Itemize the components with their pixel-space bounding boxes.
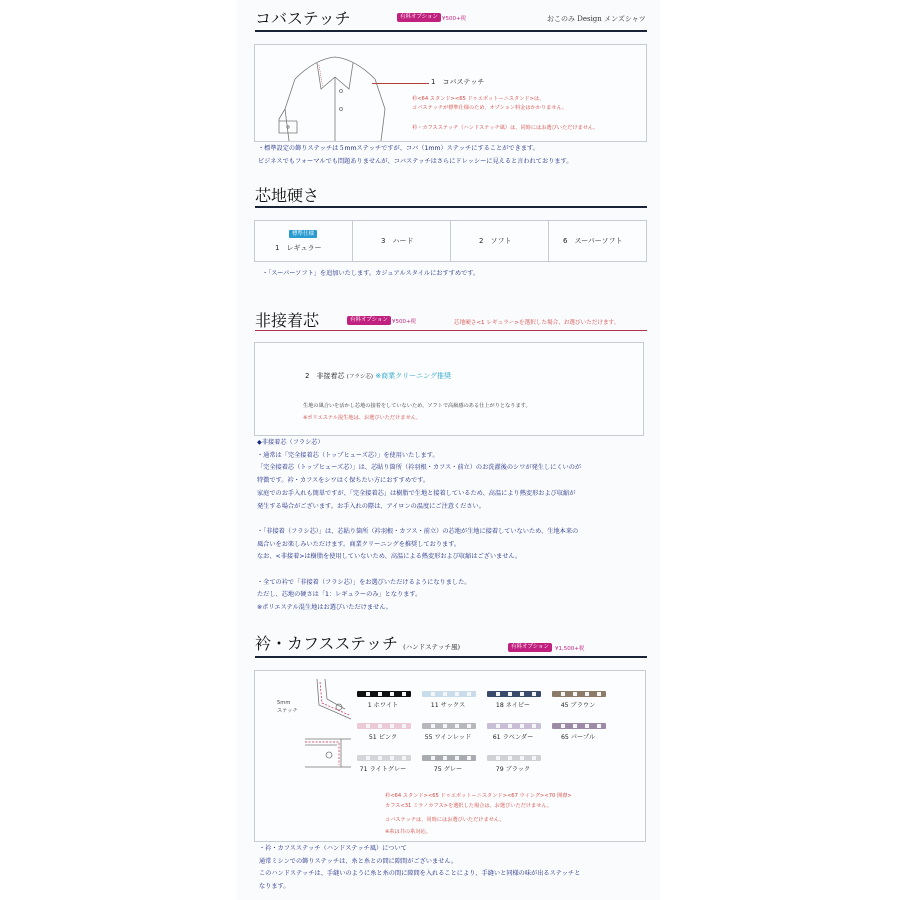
non-fused-name: 2 非接着芯 [305,372,345,380]
section-rule [255,206,647,208]
non-fused-notes [257,437,581,615]
pointer-line [372,83,429,84]
note-line: ・「非接着（フラシ芯）」は、芯貼り箇所（衿羽根・カフス・前立）の芯地が生地に接着していないため、生地本来の [257,527,579,535]
section-rule [255,656,647,658]
stitch-swatch-sample [422,723,476,729]
section-title-koba-stitch: コバステッチ [255,9,351,28]
koba-note-red-3: 衿・カフスステッチ（ハンドステッチ風）は、同時にはお選びいただけません。 [412,125,599,131]
koba-note-red-1: 衿<64 スタンド><65 ドゥエボットーニスタンド>は、 [412,96,545,102]
hardness-label: 2 ソフト [479,237,512,245]
diagram-label-stitch: ステッチ [277,708,298,714]
stitch-swatch[interactable] [350,691,416,719]
stitch-swatch-sample [487,755,541,761]
hardness-option-regular[interactable] [255,221,353,261]
stitch-swatch-sample [487,723,541,729]
note-line: ・全ての衿で「非接着（フラシ芯）」をお選びいただけるようになりました。 [257,578,471,586]
note-line: 風合いをお楽しみいただけます。商業クリーニングを推奨しております。 [257,540,461,548]
hardness-label: 6 スーパーソフト [563,237,623,245]
stitch-swatch-sample [422,691,476,697]
hand-stitch-notes [259,843,580,894]
stitch-swatch-label: 71 ライトグレー [359,766,407,773]
section-rule-red [255,330,647,331]
price-label: ¥1,500+税 [555,646,585,652]
stitch-swatch-label: 18 ネイビー [495,702,531,709]
hardness-option-soft[interactable] [451,221,549,261]
option-box-hand-stitch [254,670,646,842]
option-box-koba-stitch[interactable] [254,44,647,142]
note-line: 特徴です。衿・カフスをシワはく保ちたい方におすすめです。 [257,477,430,485]
hand-stitch-note-red-2: カフス<31 ミラノカフス>を選択した場合は、お選びいただけません。 [385,803,553,809]
note-line: ただし、芯地の硬さは「1：レギュラーのみ」となります。 [257,591,422,599]
note-line [257,513,581,526]
stitch-swatch-label: 65 パープル [560,734,596,741]
note-line: 通常ミシンでの飾りステッチは、糸と糸との間に隙間がございません。 [259,857,458,865]
note-line: このハンドステッチは、手縫いのように糸と糸の間に隙間を入れることにより、手縫いと同様の味が出るステッチと [259,870,581,878]
stitch-swatch-sample [552,723,606,729]
hardness-note: ・「スーパーソフト」を追加いたします。カジュアルスタイルにおすすめです。 [262,270,480,277]
note-line: 「完全接着芯（トップヒューズ芯）」は、芯貼り箇所（衿羽根・カフス・前立）のお洗濯後のシワが発生しにくいのが [257,464,582,472]
standard-badge: 標準仕様 [289,230,317,238]
stitch-swatch[interactable] [480,755,546,783]
paid-option-badge: 有料オプション [347,316,391,325]
koba-note-2: ビジネスでもフォーマルでも問題ありませんが、コバステッチはさらにドレッシーに見えると言われております。 [258,158,573,165]
note-line: 発生する場合がございます。お手入れの際は、アイロンの温度にご注意ください。 [257,502,485,510]
stitch-swatch-label: 61 ラベンダー [492,734,534,741]
shirt-collar-illustration [275,49,395,141]
hand-stitch-title-sub: (ハンドステッチ風) [403,643,461,651]
non-fused-condition-note: 芯地硬さ<1 レギュラー>を選択した場合、お選びいただけます。 [454,320,620,326]
non-fused-option-label [305,371,451,381]
stitch-swatch-sample [422,755,476,761]
stitch-swatch-sample [487,691,541,697]
stitch-swatch-label: 51 ピンク [368,734,398,741]
stitch-swatch-label: 1 ホワイト [367,702,399,709]
hardness-label: 1 レギュラー [275,244,322,252]
stitch-swatch-sample [357,723,411,729]
section-title-non-fused: 非接着芯 [255,311,320,330]
stitch-swatch[interactable] [480,691,546,719]
recommend-text: ※商業クリーニング推奨 [375,372,451,380]
section-rule [255,30,647,32]
option-label-koba: 1 コバステッチ [431,78,485,86]
hardness-option-hard[interactable] [353,221,451,261]
note-line: ・通常は「完全接着芯（トップヒューズ芯）」を使用いたします。 [257,451,439,459]
diagram-label-5mm: 5mm [277,700,291,706]
koba-note-1: ・標準設定の飾りステッチは５mmステッチですが、コバ（1mm）ステッチにすることができます。 [258,145,539,152]
section-title-hand-stitch [255,631,460,654]
hand-stitch-title: 衿・カフスステッチ [255,634,399,653]
paid-option-badge: 有料オプション [397,13,441,22]
stitch-swatch-label: 75 グレー [433,766,463,773]
hardness-label: 3 ハード [381,237,414,245]
stitch-color-swatches [255,671,645,781]
stitch-swatch-label: 55 ワインレッド [424,734,472,741]
stitch-swatch[interactable] [415,691,481,719]
brand-header: おこのみ Design メンズシャツ [547,15,646,23]
note-line: ※ポリエステル混生地はお選びいただけません。 [257,604,392,612]
note-line: 家庭でのお手入れも簡単ですが、「完全接着芯」は樹脂で生地と接着しているため、高温により熱変形および収縮が [257,489,576,497]
stitch-swatch[interactable] [415,723,481,751]
stitch-swatch-label: 11 サックス [430,702,466,709]
koba-note-red-2: コバステッチが標準仕様のため、オプション料金はかかりません。 [412,105,568,111]
paid-option-badge: 有料オプション [508,643,552,652]
non-fused-sub: (フラシ芯) [346,374,373,380]
hand-stitch-note-red-1: 衿<64 スタンド><65 ドゥエボットーニスタンド><67 ウイング><70 開襟> [385,793,572,799]
page [237,0,660,900]
stitch-swatch[interactable] [545,691,611,719]
note-line [257,564,581,577]
stitch-swatch[interactable] [545,723,611,751]
note-line: なります。 [259,883,290,891]
option-box-non-fused[interactable] [254,342,644,436]
hand-stitch-note-red-4: ※糸は共の糸対応。 [385,829,431,835]
stitch-swatch[interactable] [350,755,416,783]
note-line: ◆非接着芯（フラシ芯） [257,439,324,446]
price-label: ¥500+税 [392,319,417,325]
stitch-swatch-sample [357,755,411,761]
hand-stitch-note-red-3: コバステッチは、同時にはお選びいただけません。 [385,817,505,823]
stitch-swatch-sample [357,691,411,697]
note-line: ・衿・カフスステッチ（ハンドステッチ風）について [259,845,407,852]
price-label: ¥500+税 [442,16,467,22]
non-fused-desc: 生地の風合いを活かし芯地の接着をしていないため、ソフトで高級感のある仕上がりとなります。 [303,403,531,409]
stitch-swatch[interactable] [350,723,416,751]
stitch-swatch[interactable] [415,755,481,783]
stitch-swatch-label: 79 ブラック [495,766,531,773]
hardness-option-super-soft[interactable] [549,221,646,261]
non-fused-desc-red: ※ポリエステル混生地は、お選びいただけません。 [303,415,422,421]
stitch-swatch-label: 45 ブラウン [560,702,596,709]
stitch-swatch[interactable] [480,723,546,751]
stitch-swatch-sample [552,691,606,697]
section-title-interlining-hardness: 芯地硬さ [255,186,320,205]
hardness-options [254,220,647,262]
note-line: なお、<非接着>は樹脂を使用していないため、高温による熱変形および収縮はございません。 [257,553,522,561]
